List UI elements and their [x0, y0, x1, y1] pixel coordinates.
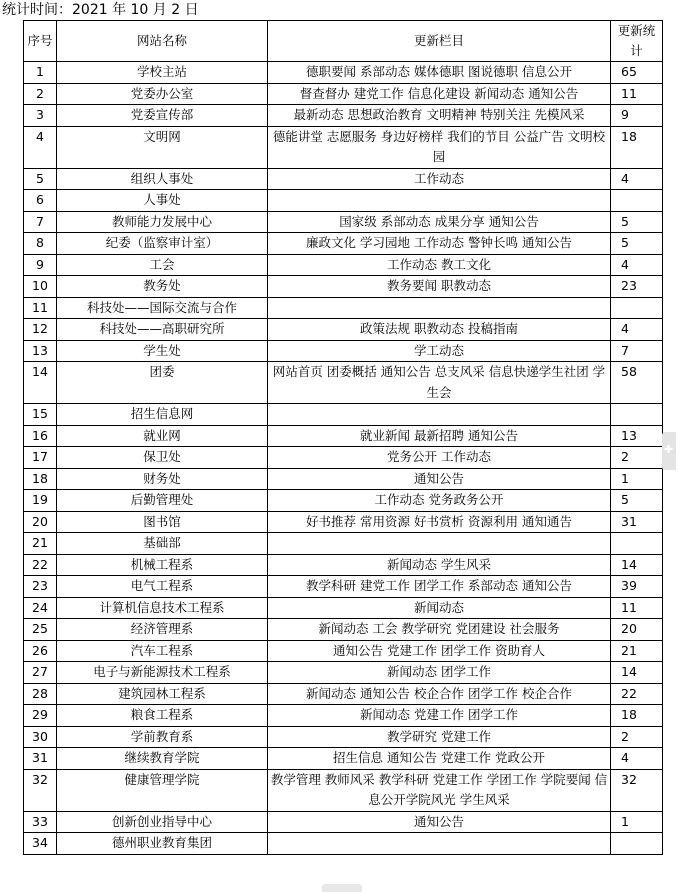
row-update-count: 11 — [611, 83, 663, 105]
row-update-count — [611, 533, 663, 555]
table-row — [24, 748, 663, 770]
row-no: 31 — [24, 748, 57, 770]
table-row — [24, 833, 663, 855]
row-site-name: 粮食工程系 — [57, 705, 268, 727]
table-row — [24, 662, 663, 684]
row-update-count: 1 — [611, 468, 663, 490]
row-site-name: 招生信息网 — [57, 404, 268, 426]
table-row — [24, 619, 663, 641]
row-no: 27 — [24, 662, 57, 684]
row-update-columns: 新闻动态 学生风采 — [268, 554, 611, 576]
table-row — [24, 340, 663, 362]
row-update-columns: 国家级 系部动态 成果分享 通知公告 — [268, 211, 611, 233]
row-update-columns — [268, 833, 611, 855]
row-update-columns: 通知公告 — [268, 468, 611, 490]
row-site-name: 计算机信息技术工程系 — [57, 597, 268, 619]
row-site-name: 建筑园林工程系 — [57, 683, 268, 705]
row-no: 14 — [24, 362, 57, 404]
row-no: 20 — [24, 511, 57, 533]
row-update-count: 4 — [611, 748, 663, 770]
row-update-count: 31 — [611, 511, 663, 533]
row-site-name: 汽车工程系 — [57, 640, 268, 662]
row-no: 6 — [24, 190, 57, 212]
row-update-count: 65 — [611, 62, 663, 84]
row-no: 30 — [24, 726, 57, 748]
row-no: 19 — [24, 490, 57, 512]
header-site-name: 网站名称 — [57, 21, 268, 62]
row-update-count: 5 — [611, 233, 663, 255]
table-row — [24, 105, 663, 127]
table-row — [24, 447, 663, 469]
row-no: 34 — [24, 833, 57, 855]
row-update-columns — [268, 404, 611, 426]
table-row — [24, 126, 663, 168]
row-update-columns: 就业新闻 最新招聘 通知公告 — [268, 425, 611, 447]
row-no: 33 — [24, 811, 57, 833]
row-no: 2 — [24, 83, 57, 105]
row-update-columns: 教学管理 教师风采 教学科研 党建工作 学团工作 学院要闻 信息公开学院风光 学生风采 — [268, 769, 611, 811]
row-site-name: 人事处 — [57, 190, 268, 212]
row-update-count: 20 — [611, 619, 663, 641]
row-no: 24 — [24, 597, 57, 619]
row-update-count: 39 — [611, 576, 663, 598]
table-row — [24, 297, 663, 319]
row-update-count: 13 — [611, 425, 663, 447]
table-row — [24, 726, 663, 748]
plus-icon: ✚ — [664, 443, 674, 456]
row-update-columns: 教学科研 建党工作 团学工作 系部动态 通知公告 — [268, 576, 611, 598]
row-update-count: 11 — [611, 597, 663, 619]
row-update-count: 4 — [611, 319, 663, 341]
row-update-count: 18 — [611, 126, 663, 168]
row-no: 10 — [24, 276, 57, 298]
row-update-count — [611, 404, 663, 426]
row-update-columns: 招生信息 通知公告 党建工作 党政公开 — [268, 748, 611, 770]
row-update-columns: 新闻动态 通知公告 校企合作 团学工作 校企合作 — [268, 683, 611, 705]
table-row — [24, 254, 663, 276]
row-update-count: 2 — [611, 447, 663, 469]
row-site-name: 财务处 — [57, 468, 268, 490]
row-update-columns: 德能讲堂 志愿服务 身边好榜样 我们的节目 公益广告 文明校园 — [268, 126, 611, 168]
table-row — [24, 425, 663, 447]
row-no: 18 — [24, 468, 57, 490]
row-site-name: 经济管理系 — [57, 619, 268, 641]
row-no: 25 — [24, 619, 57, 641]
row-update-columns: 学工动态 — [268, 340, 611, 362]
row-no: 5 — [24, 168, 57, 190]
row-update-columns: 德职要闻 系部动态 媒体德职 图说德职 信息公开 — [268, 62, 611, 84]
table-row — [24, 683, 663, 705]
row-update-count: 5 — [611, 490, 663, 512]
row-site-name: 党委办公室 — [57, 83, 268, 105]
row-site-name: 基础部 — [57, 533, 268, 555]
row-update-count: 58 — [611, 362, 663, 404]
row-site-name: 纪委（监察审计室） — [57, 233, 268, 255]
row-update-count: 22 — [611, 683, 663, 705]
row-update-columns: 廉政文化 学习园地 工作动态 警钟长鸣 通知公告 — [268, 233, 611, 255]
row-no: 23 — [24, 576, 57, 598]
row-update-columns: 新闻动态 工会 教学研究 党团建设 社会服务 — [268, 619, 611, 641]
row-site-name: 电气工程系 — [57, 576, 268, 598]
row-update-columns: 政策法规 职教动态 投稿指南 — [268, 319, 611, 341]
row-update-columns — [268, 297, 611, 319]
row-no: 22 — [24, 554, 57, 576]
row-no: 4 — [24, 126, 57, 168]
row-no: 3 — [24, 105, 57, 127]
row-update-columns: 通知公告 — [268, 811, 611, 833]
table-row — [24, 83, 663, 105]
row-no: 8 — [24, 233, 57, 255]
row-site-name: 德州职业教育集团 — [57, 833, 268, 855]
row-update-columns: 工作动态 — [268, 168, 611, 190]
row-update-columns: 通知公告 党建工作 团学工作 资助育人 — [268, 640, 611, 662]
statistics-date: 统计时间：2021 年 10 月 2 日 — [2, 2, 199, 18]
row-site-name: 电子与新能源技术工程系 — [57, 662, 268, 684]
row-update-count — [611, 190, 663, 212]
row-update-columns: 工作动态 党务政务公开 — [268, 490, 611, 512]
table-row — [24, 319, 663, 341]
row-update-columns: 新闻动态 团学工作 — [268, 662, 611, 684]
row-update-count: 4 — [611, 168, 663, 190]
row-update-columns: 工作动态 教工文化 — [268, 254, 611, 276]
row-no: 21 — [24, 533, 57, 555]
header-update-count: 更新统计 — [611, 21, 663, 62]
table-header-row — [24, 21, 663, 62]
row-update-columns: 新闻动态 党建工作 团学工作 — [268, 705, 611, 727]
table-row — [24, 468, 663, 490]
row-site-name: 机械工程系 — [57, 554, 268, 576]
row-update-columns: 新闻动态 — [268, 597, 611, 619]
table-row — [24, 233, 663, 255]
row-update-count — [611, 833, 663, 855]
row-update-count — [611, 297, 663, 319]
table-row — [24, 554, 663, 576]
row-update-count: 1 — [611, 811, 663, 833]
row-site-name: 图书馆 — [57, 511, 268, 533]
row-no: 29 — [24, 705, 57, 727]
row-site-name: 创新创业指导中心 — [57, 811, 268, 833]
row-update-count: 18 — [611, 705, 663, 727]
row-site-name: 文明网 — [57, 126, 268, 168]
row-no: 1 — [24, 62, 57, 84]
row-update-count: 23 — [611, 276, 663, 298]
header-no: 序号 — [24, 21, 57, 62]
row-site-name: 学前教育系 — [57, 726, 268, 748]
row-site-name: 健康管理学院 — [57, 769, 268, 811]
table-row — [24, 62, 663, 84]
row-site-name: 保卫处 — [57, 447, 268, 469]
row-site-name: 教务处 — [57, 276, 268, 298]
row-update-columns — [268, 533, 611, 555]
row-site-name: 科技处——高职研究所 — [57, 319, 268, 341]
row-update-columns — [268, 190, 611, 212]
row-site-name: 党委宣传部 — [57, 105, 268, 127]
row-no: 17 — [24, 447, 57, 469]
row-update-columns: 党务公开 工作动态 — [268, 447, 611, 469]
row-site-name: 工会 — [57, 254, 268, 276]
website-update-table — [23, 20, 663, 855]
row-site-name: 教师能力发展中心 — [57, 211, 268, 233]
table-row — [24, 362, 663, 404]
row-update-count: 2 — [611, 726, 663, 748]
row-update-columns: 好书推荐 常用资源 好书赏析 资源利用 通知通告 — [268, 511, 611, 533]
row-site-name: 科技处——国际交流与合作 — [57, 297, 268, 319]
row-no: 13 — [24, 340, 57, 362]
row-update-count: 14 — [611, 554, 663, 576]
row-no: 15 — [24, 404, 57, 426]
row-update-columns: 最新动态 思想政治教育 文明精神 特别关注 先模风采 — [268, 105, 611, 127]
table-row — [24, 211, 663, 233]
table-row — [24, 640, 663, 662]
row-site-name: 学校主站 — [57, 62, 268, 84]
row-update-count: 5 — [611, 211, 663, 233]
row-no: 16 — [24, 425, 57, 447]
row-update-count: 4 — [611, 254, 663, 276]
row-update-columns: 网站首页 团委概括 通知公告 总支风采 信息快递学生社团 学生会 — [268, 362, 611, 404]
row-no: 26 — [24, 640, 57, 662]
table-row — [24, 511, 663, 533]
row-update-count: 7 — [611, 340, 663, 362]
row-update-columns: 教学研究 党建工作 — [268, 726, 611, 748]
row-update-count: 21 — [611, 640, 663, 662]
row-no: 12 — [24, 319, 57, 341]
row-update-columns: 教务要闻 职教动态 — [268, 276, 611, 298]
table-row — [24, 190, 663, 212]
table-row — [24, 811, 663, 833]
row-no: 7 — [24, 211, 57, 233]
row-no: 28 — [24, 683, 57, 705]
row-update-columns: 督查督办 建党工作 信息化建设 新闻动态 通知公告 — [268, 83, 611, 105]
table-row — [24, 597, 663, 619]
row-update-count: 32 — [611, 769, 663, 811]
row-site-name: 组织人事处 — [57, 168, 268, 190]
side-scroll-handle[interactable] — [662, 432, 676, 470]
table-row — [24, 404, 663, 426]
header-update-columns: 更新栏目 — [268, 21, 611, 62]
table-row — [24, 490, 663, 512]
table-row — [24, 769, 663, 811]
row-site-name: 继续教育学院 — [57, 748, 268, 770]
table-row — [24, 576, 663, 598]
row-no: 9 — [24, 254, 57, 276]
row-no: 11 — [24, 297, 57, 319]
table-row — [24, 168, 663, 190]
row-update-count: 14 — [611, 662, 663, 684]
table-row — [24, 533, 663, 555]
row-site-name: 学生处 — [57, 340, 268, 362]
row-site-name: 团委 — [57, 362, 268, 404]
bottom-scroll-handle[interactable] — [322, 884, 362, 892]
table-row — [24, 276, 663, 298]
row-no: 32 — [24, 769, 57, 811]
row-update-count: 9 — [611, 105, 663, 127]
row-site-name: 就业网 — [57, 425, 268, 447]
table-row — [24, 705, 663, 727]
row-site-name: 后勤管理处 — [57, 490, 268, 512]
